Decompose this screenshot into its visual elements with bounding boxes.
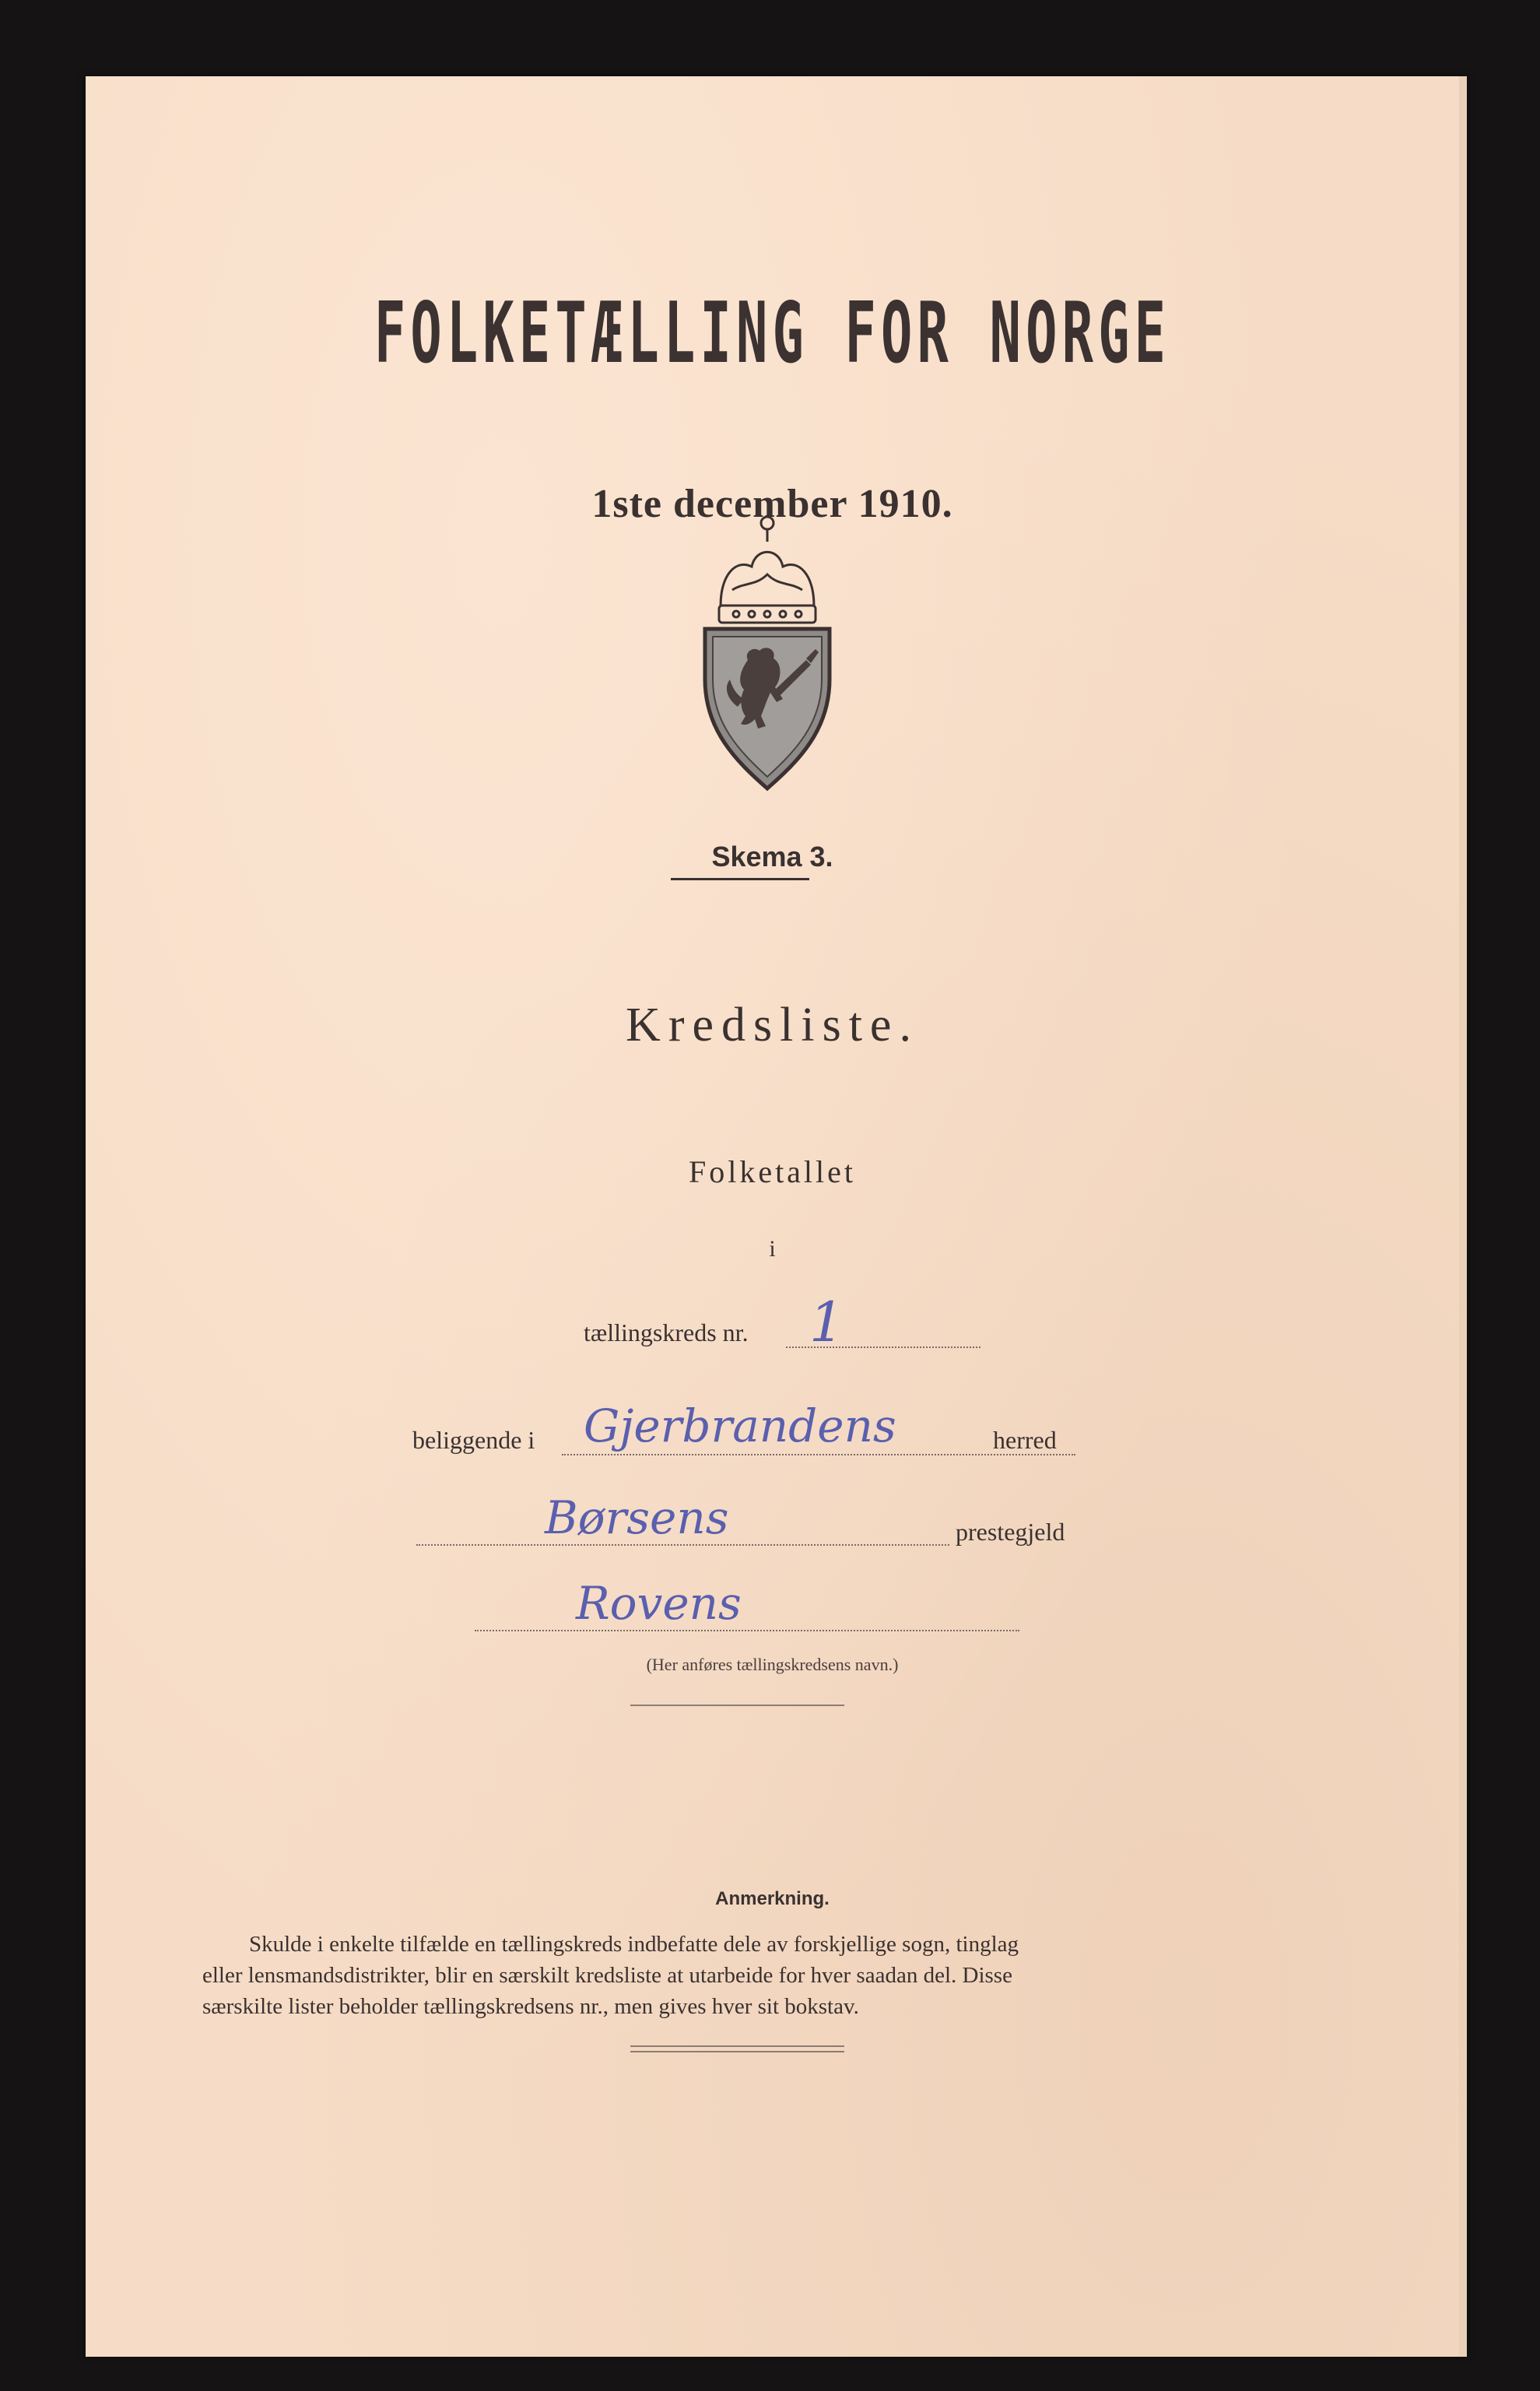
kreds-navn-value: Rovens <box>576 1577 742 1630</box>
form-heading: Kredsliste. <box>626 999 919 1052</box>
census-date: 1ste december 1910. <box>591 482 953 526</box>
taellingskreds-label: tællingskreds nr. <box>584 1318 749 1346</box>
preposition-i: i <box>769 1236 776 1262</box>
anmerkning-line: eller lensmandsdistrikter, blir en særskilt kredsliste at utarbeide for hver saadan del. Disse <box>202 1963 1012 1988</box>
skema-label: Skema 3. <box>711 841 833 872</box>
kreds-navn-note: (Her anføres tællingskredsens navn.) <box>646 1655 899 1674</box>
anmerkning-line: særskilte lister beholder tællingskredsens nr., men gives hver sit bokstav. <box>202 1994 859 2019</box>
anmerkning-body <box>202 1929 1354 2022</box>
census-form-page <box>86 76 1467 2357</box>
folketallet-label: Folketallet <box>688 1154 857 1189</box>
document-title: FOLKETÆLLING FOR NORGE <box>374 285 1171 382</box>
prestegjeld-field[interactable] <box>416 1544 949 1546</box>
anmerkning-line: Skulde i enkelte tilfælde en tællingskreds indbefatte dele av forskjellige sogn, tinglag <box>249 1932 1019 1957</box>
norwegian-coat-of-arms-icon <box>689 512 845 794</box>
skema-underline <box>671 878 809 880</box>
kreds-navn-field[interactable] <box>475 1630 1019 1631</box>
double-rule-bottom <box>630 2051 844 2052</box>
divider <box>630 1705 844 1706</box>
herred-label: herred <box>993 1426 1057 1454</box>
herred-value: Gjerbrandens <box>584 1399 896 1452</box>
anmerkning-title: Anmerkning. <box>715 1888 830 1909</box>
prestegjeld-value: Børsens <box>545 1491 729 1544</box>
prestegjeld-label: prestegjeld <box>956 1518 1065 1546</box>
beliggende-label: beliggende i <box>412 1426 535 1454</box>
taellingskreds-number: 1 <box>809 1290 844 1354</box>
double-rule-top <box>630 2045 844 2047</box>
